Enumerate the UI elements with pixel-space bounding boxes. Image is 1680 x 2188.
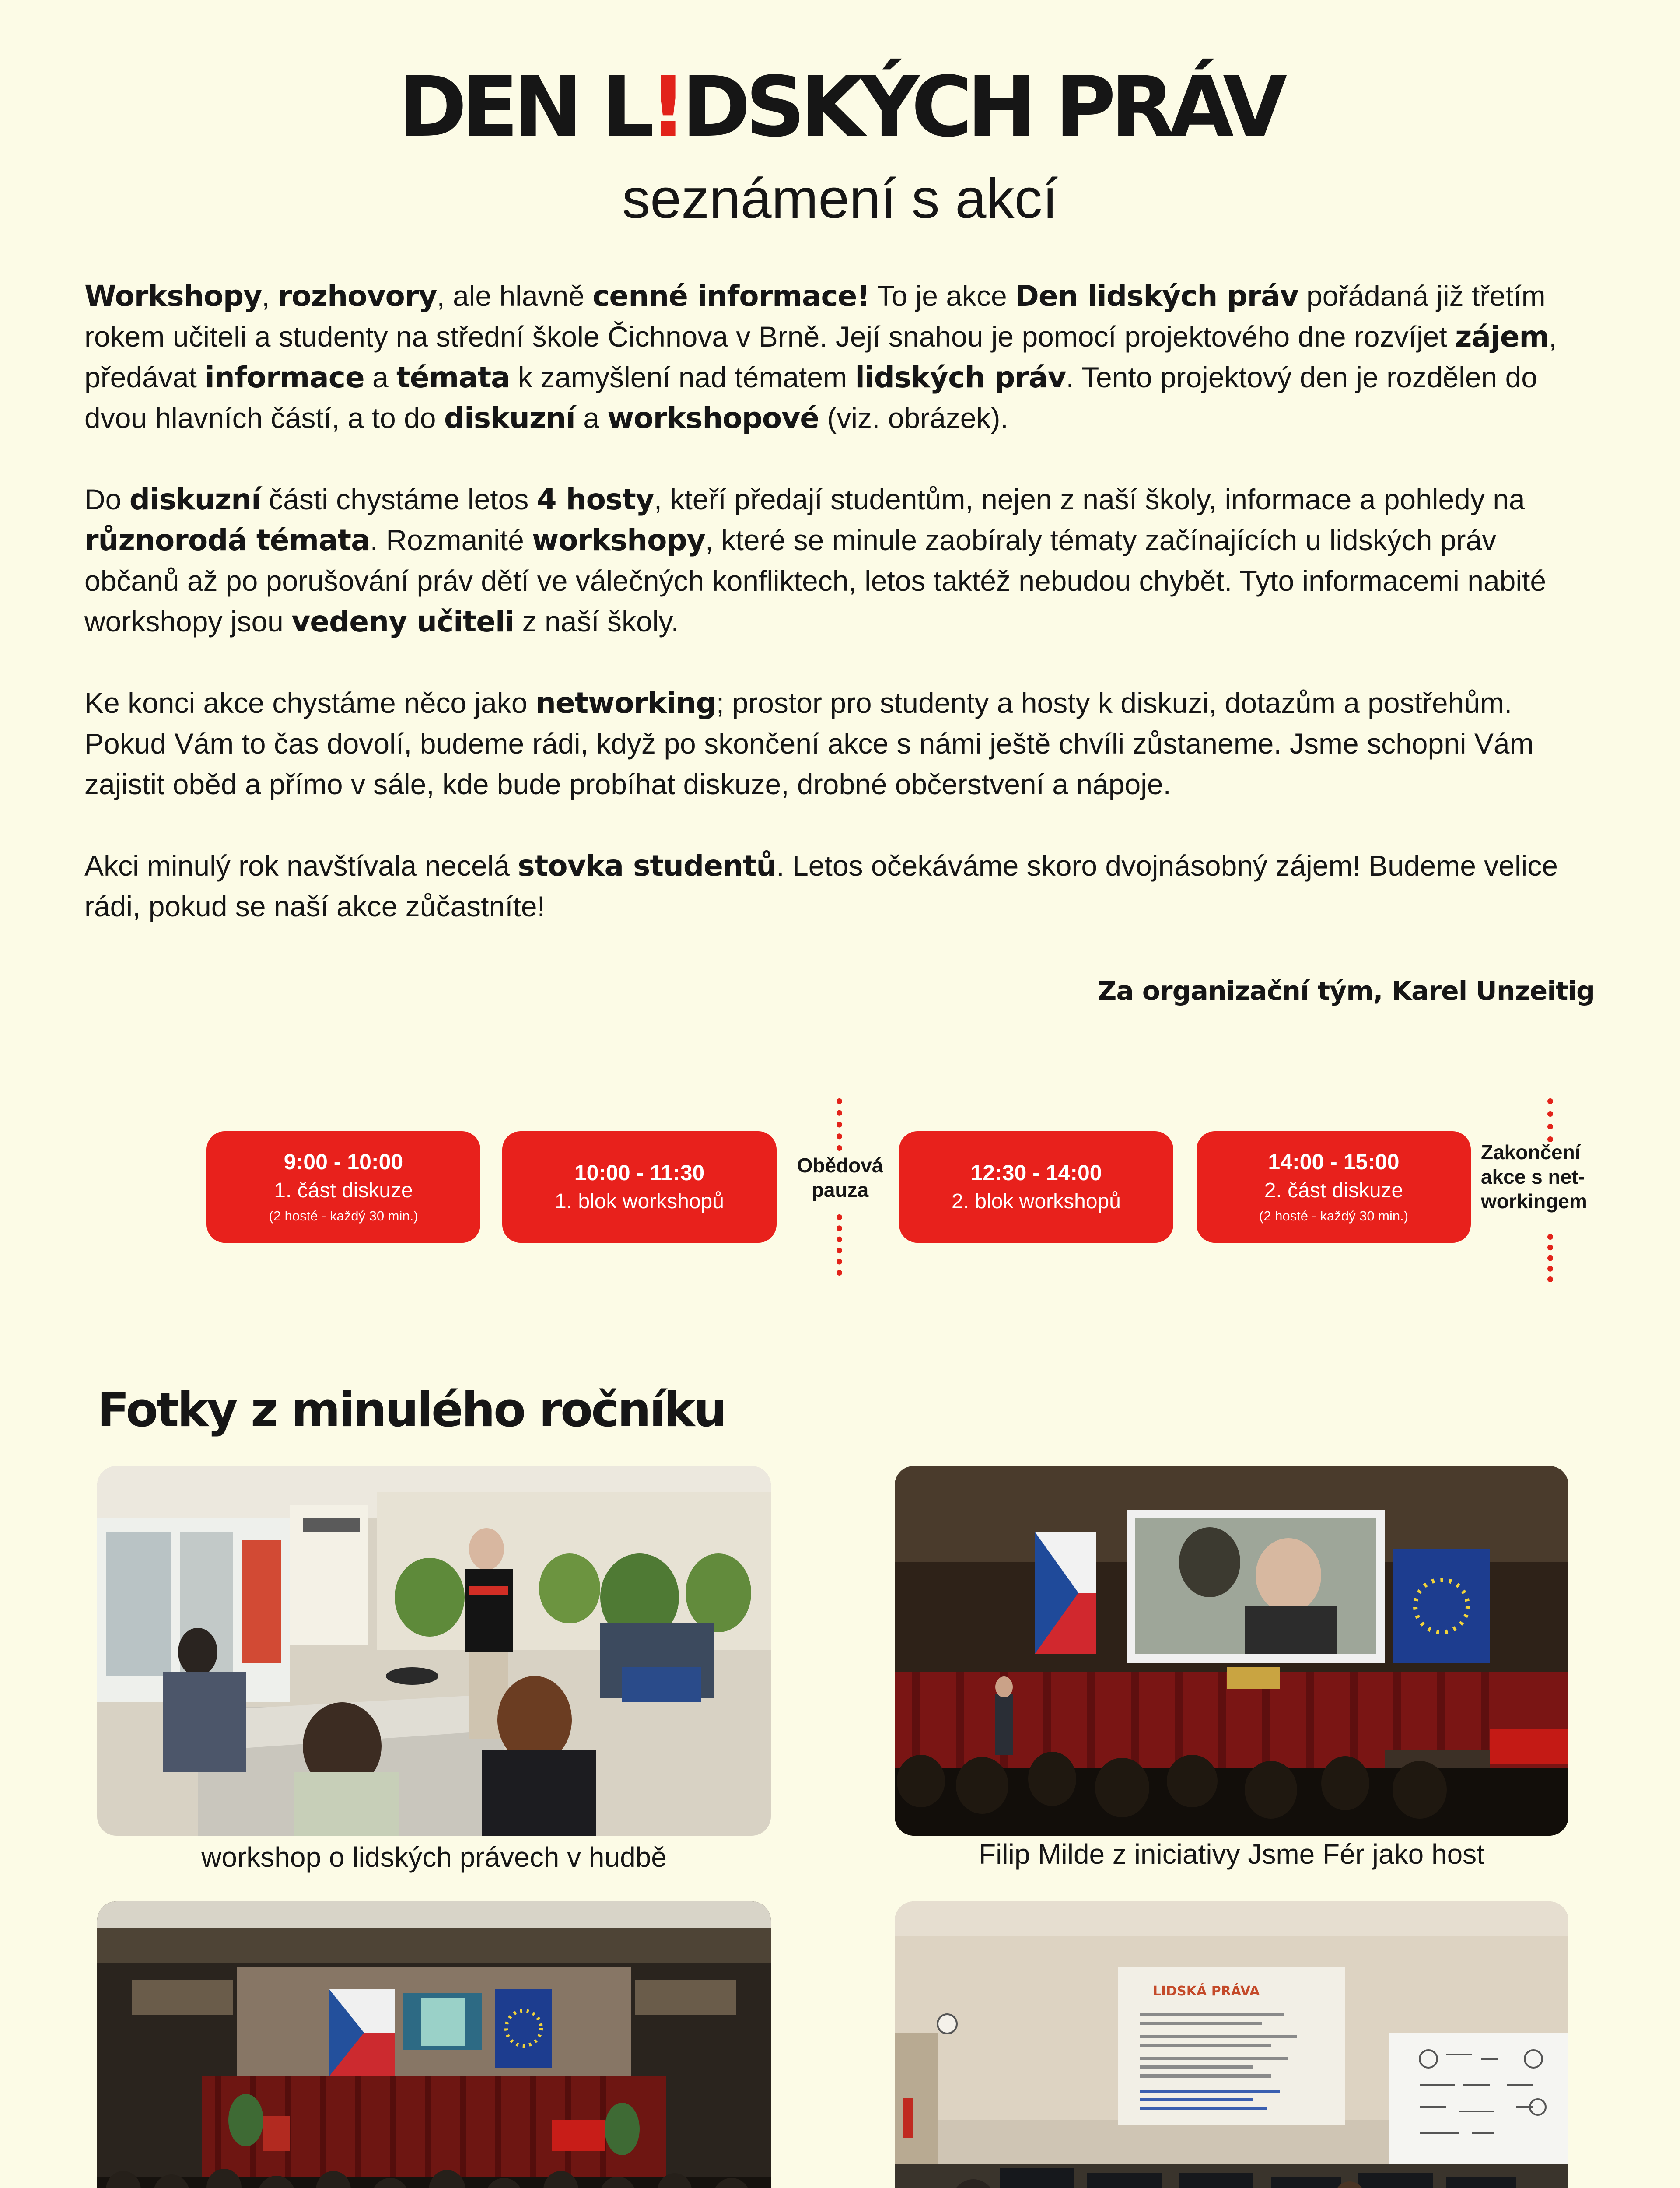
schedule-note: (2 hosté - každý 30 min.) [1259,1208,1409,1224]
photos-heading: Fotky z minulého ročníku [97,1383,725,1438]
divider-dots [836,1098,842,1151]
schedule-lunch-break: Obědová pauza [797,1154,883,1201]
svg-text:LIDSKÁ PRÁVA: LIDSKÁ PRÁVA [1153,1984,1260,1999]
schedule-block-discussion-2 [1197,1131,1471,1243]
title-exclamation: ! [649,59,682,155]
photo-workshop-music [97,1466,771,1836]
schedule-label: 2. blok workshopů [952,1189,1121,1213]
divider-dots [1547,1234,1553,1282]
intro-paragraph: Ke konci akce chystáme něco jako networking; prostor pro studenty a hosty k diskuzi, dotazům a postřehům. Pokud Vám to čas dovolí, budeme rádi, když po skončení akce s námi ještě chvíli zůstaneme. Jsme schopni Vám zajistit oběd a přímo v sále, kde bude probíhat diskuze, drobné občerstvení a nápoje. [84,686,1534,800]
schedule-time: 14:00 - 15:00 [1268,1149,1400,1174]
intro-paragraph: Akci minulý rok navštívala necelá stovka studentů. Letos očekáváme skoro dvojnásobný zájem! Budeme velice rádi, pokud se naší akce zůčastníte! [84,849,1558,922]
intro-paragraph: Workshopy, rozhovory, ale hlavně cenné informace! To je akce Den lidských práv pořádaná již třetím rokem učiteli a studenty na střední škole Čichnova v Brně. Její snahou je pomocí projektového dne rozvíjet zájem, předávat informace a témata k zamyšlení nad tématem lidských práv. Tento projektový den je rozdělen do dvou hlavních částí, a to do diskuzní a workshopové (viz. obrázek). [84,279,1557,435]
schedule-time: 9:00 - 10:00 [284,1149,403,1174]
photo-lawyer-host [97,1901,771,2188]
schedule-block-workshops-1 [502,1131,777,1243]
intro-text [84,276,1598,968]
divider-dots [836,1214,842,1276]
photo-video-host [895,1466,1568,1836]
schedule-time: 12:30 - 14:00 [970,1160,1102,1185]
photo-caption: workshop o lidských právech v hudbě [201,1841,667,1873]
schedule-time: 10:00 - 11:30 [574,1160,705,1185]
schedule-label: 2. část diskuze [1264,1178,1404,1202]
schedule-block-discussion-1 [206,1131,480,1243]
photo-children-rights-workshop [895,1901,1568,2188]
page-title: DEN L!DSKÝCH PRÁV [398,59,1282,155]
divider-dots [1547,1098,1553,1142]
page-subtitle: seznámení s akcí [622,168,1058,230]
schedule-note: (2 hosté - každý 30 min.) [269,1208,418,1224]
signature: Za organizační tým, Karel Unzeitig [1097,976,1595,1006]
schedule-ending: Zakončení akce s net- workingem [1481,1141,1587,1213]
intro-paragraph: Do diskuzní části chystáme letos 4 hosty, kteří předají studentům, nejen z naší školy, informace a pohledy na různorodá témata. Rozmanité workshopy, které se minule zaobíraly tématy začínajících u lidských práv občanů až po porušování práv dětí ve válečných konfliktech, letos taktéž nebudou chybět. Tyto informacemi nabité workshopy jsou vedeny učiteli z naší školy. [84,483,1547,638]
schedule-block-workshops-2 [899,1131,1173,1243]
schedule-label: 1. část diskuze [274,1178,413,1202]
photo-caption: Filip Milde z iniciativy Jsme Fér jako host [979,1838,1484,1870]
schedule-label: 1. blok workshopů [555,1189,724,1213]
